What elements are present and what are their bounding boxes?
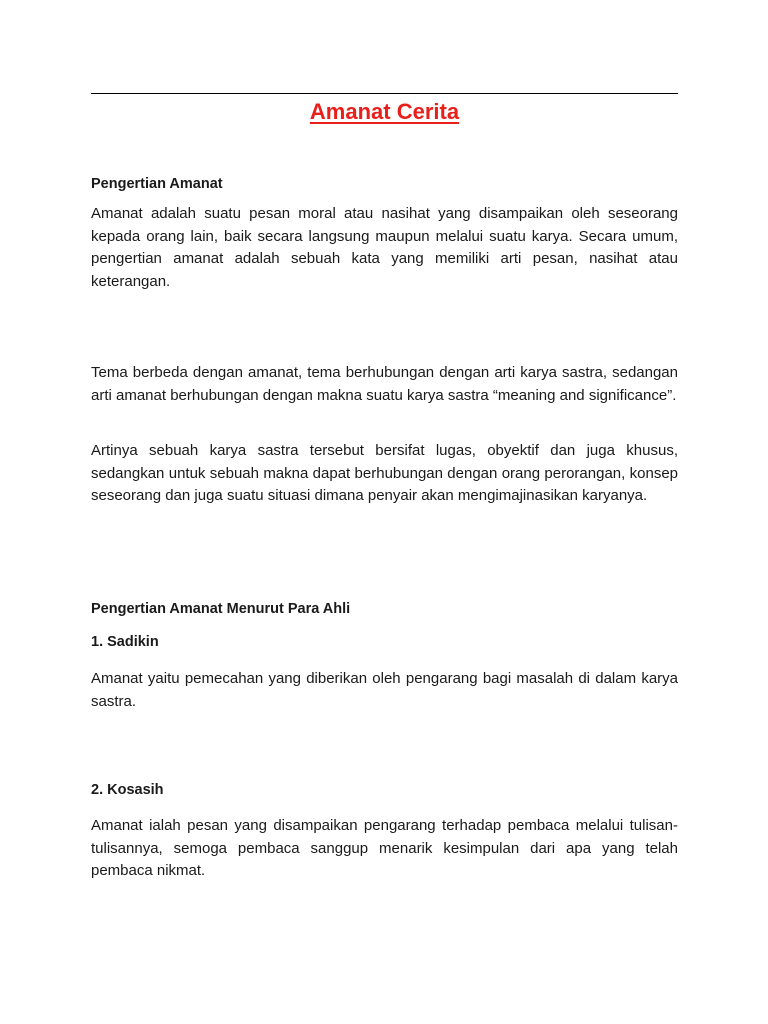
paragraph-tema-vs-amanat: Tema berbeda dengan amanat, tema berhubungan dengan arti karya sastra, sedangan arti amanat berhubungan dengan makna suatu karya sastra “meaning and significance”. — [91, 364, 678, 404]
header-rule — [91, 93, 678, 94]
section-heading-pengertian-amanat: Pengertian Amanat — [91, 176, 223, 192]
paragraph-definition: Amanat adalah suatu pesan moral atau nasihat yang disampaikan oleh seseorang kepada orang lain, baik secara langsung maupun melalui suatu karya. Secara umum, pengertian amanat adalah sebuah kata yang memiliki arti pesan, nasihat atau keterangan. — [91, 205, 678, 290]
expert-paragraph-sadikin: Amanat yaitu pemecahan yang diberikan oleh pengarang bagi masalah di dalam karya sastra. — [91, 670, 678, 710]
section-heading-para-ahli: Pengertian Amanat Menurut Para Ahli — [91, 601, 351, 617]
document-title: Amanat Cerita — [309, 99, 460, 124]
expert-heading-kosasih: 2. Kosasih — [91, 782, 164, 798]
paragraph-artinya: Artinya sebuah karya sastra tersebut bersifat lugas, obyektif dan juga khusus, sedangkan untuk sebuah makna dapat berhubungan dengan orang perorangan, konsep seseorang dan juga suatu situasi dimana penyair akan mengimajinasikan karyanya. — [91, 442, 678, 504]
expert-heading-sadikin: 1. Sadikin — [91, 634, 159, 650]
expert-paragraph-kosasih: Amanat ialah pesan yang disampaikan pengarang terhadap pembaca melalui tulisan-tulisannya, semoga pembaca sanggup menarik kesimpulan dari apa yang telah pembaca nikmat. — [91, 817, 678, 879]
